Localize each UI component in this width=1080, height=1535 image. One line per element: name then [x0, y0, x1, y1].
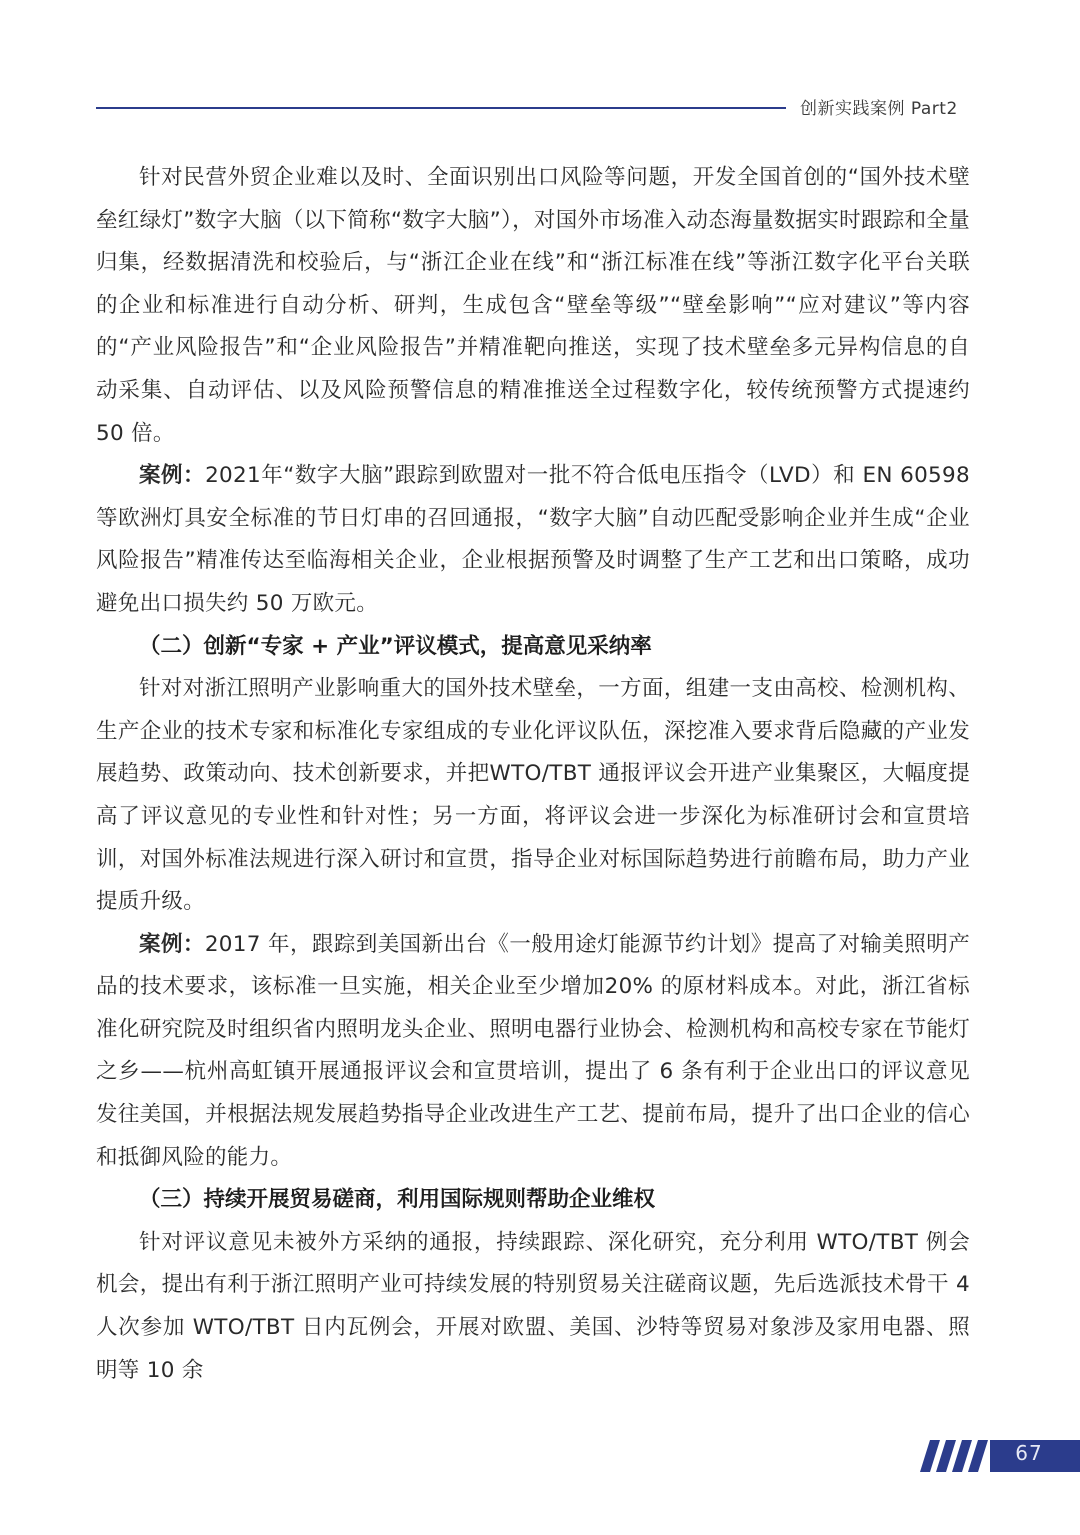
case-text: 2021年“数字大脑”跟踪到欧盟对一批不符合低电压指令（LVD）和 EN 60598 等欧洲灯具安全标准的节日灯串的召回通报，“数字大脑”自动匹配受影响企业并生成“企业风险报告”精准传达至临海相关企业，企业根据预警及时调整了生产工艺和出口策略，成功避免出口损失约 50 万欧元。: [96, 463, 970, 616]
paragraph-case-2017: [96, 924, 970, 1180]
section-heading-2: （二）创新“专家 + 产业”评议模式，提高意见采纳率: [139, 633, 652, 659]
section-label: 创新实践案例 Part2: [800, 99, 958, 119]
paragraph-digital-brain: 针对民营外贸企业难以及时、全面识别出口风险等问题，开发全国首创的“国外技术壁垒红绿灯”数字大脑（以下简称“数字大脑”），对国外市场准入动态海量数据实时跟踪和全量归集，经数据清洗和校验后，与“浙江企业在线”和“浙江标准在线”等浙江数字化平台关联的企业和标准进行自动分析、研判，生成包含“壁垒等级”“壁垒影响”“应对建议”等内容的“产业风险报告”和“企业风险报告”并精准靶向推送，实现了技术壁垒多元异构信息的自动采集、自动评估、以及风险预警信息的精准推送全过程数字化，较传统预警方式提速约 50 倍。: [96, 165, 970, 446]
paragraph-case-2021: [96, 455, 970, 625]
header-rule: [96, 107, 786, 109]
paragraph-expert-review: 针对对浙江照明产业影响重大的国外技术壁垒，一方面，组建一支由高校、检测机构、生产企业的技术专家和标准化专家组成的专业化评议队伍，深挖准入要求背后隐藏的产业发展趋势、政策动向、技术创新要求，并把WTO/TBT 通报评议会开进产业集聚区，大幅度提高了评议意见的专业性和针对性；另一方面，将评议会进一步深化为标准研讨会和宣贯培训，对国外标准法规进行深入研讨和宣贯，指导企业对标国际趋势进行前瞻布局，助力产业提质升级。: [96, 676, 970, 915]
page-number: 67: [1015, 1441, 1043, 1465]
paragraph-trade-consultation: 针对评议意见未被外方采纳的通报，持续跟踪、深化研究，充分利用 WTO/TBT 例会机会，提出有利于浙江照明产业可持续发展的特别贸易关注磋商议题，先后选派技术骨干 4 人次参加 WTO/TBT 日内瓦例会，开展对欧盟、美国、沙特等贸易对象涉及家用电器、照明等 10 余: [96, 1229, 970, 1383]
section-heading-3: （三）持续开展贸易磋商，利用国际规则帮助企业维权: [139, 1187, 656, 1213]
case-label: 案例：: [139, 463, 206, 489]
article-body: [96, 157, 970, 1392]
case-text: 2017 年，跟踪到美国新出台《一般用途灯能源节约计划》提高了对输美照明产品的技术要求，该标准一旦实施，相关企业至少增加20% 的原材料成本。对此，浙江省标准化研究院及时组织省内照明龙头企业、照明电器行业协会、检测机构和高校专家在节能灯之乡——杭州高虹镇开展通报评议会和宣贯培训，提出了 6 条有利于企业出口的评议意见发往美国，并根据法规发展趋势指导企业改进生产工艺、提前布局，提升了出口企业的信心和抵御风险的能力。: [96, 931, 970, 1170]
case-label: 案例：: [139, 931, 205, 957]
